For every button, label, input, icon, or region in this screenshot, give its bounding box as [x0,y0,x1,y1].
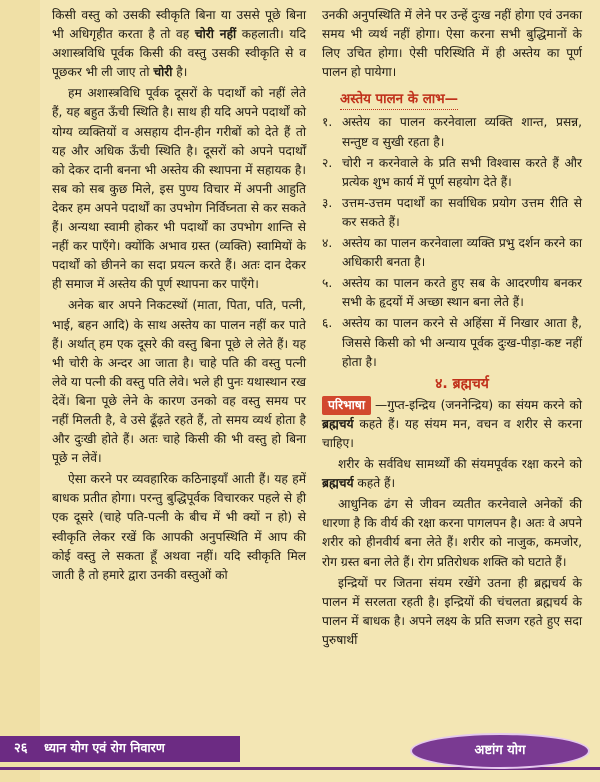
list-number: २. [322,155,333,170]
list-number: ५. [322,276,333,291]
list-item [322,314,582,371]
paragraph-text: कहलाती। यदि अशास्त्रविधि पूर्वक किसी की वस्तु उसकी स्वीकृति से व पूछकर भी ली जाए तो [52,27,307,80]
list-item [322,154,582,192]
bold-term: चोरी नहीं [194,27,237,42]
list-text: अस्तेय का पालन करनेवाला व्यक्ति प्रभु दर्शन करने का अधिकारी बनता है। [342,236,582,270]
margin-band [0,0,40,782]
list-item [322,234,582,272]
paragraph [322,455,582,493]
page-number: २६ [14,741,28,756]
section-heading: अस्तेय पालन के लाभ— [340,90,458,110]
right-column [322,6,582,652]
paragraph-text: है। [176,65,188,80]
left-column [52,6,306,587]
bold-term: ब्रह्मचर्य [322,476,354,491]
list-item [322,274,582,312]
paragraph-text: कहते हैं। [357,476,396,491]
list-item [322,194,582,232]
list-number: ४. [322,236,333,251]
paragraph [52,6,306,82]
list-number: ६. [322,316,333,331]
paragraph-text: किसी वस्तु को उसकी स्वीकृति बिना या उससे पूछे बिना भी अधिगृहीत करता है तो वह [52,8,306,42]
paragraph: उनकी अनुपस्थिति में लेने पर उन्हें दुःख नहीं होगा एवं उनका समय भी व्यर्थ नहीं होगा। ऐसा करना सभी बुद्धिमानों के लिए उचित होगा। ऐसी परिस्थिति में ही अस्तेय का पूर्ण पालन हो पायेगा। [322,8,582,80]
definition-paragraph [322,396,582,453]
book-title: ध्यान योग एवं रोग निवारण [44,740,165,755]
list-text: अस्तेय का पालन करने से अहिंसा में निखार आता है, जिससे किसी को भी अन्याय पूर्वक दुःख-पीड़ा-कष्ट नहीं होता है। [342,316,582,369]
paragraph-text: —गुप्त-इन्द्रिय (जननेन्द्रिय) का संयम करने को [375,397,582,412]
paragraph: हम अशास्त्रविधि पूर्वक दूसरों के पदार्थों को नहीं लेते हैं, यह बहुत ऊँची स्थिति है। साथ ही यदि अपने पदार्थों को योग्य व्यक्तियों व असहाय दीन-हीन गरीबों को देते हैं तो यह और अधिक ऊँची स्थिति है। दूसरों को अपने पदार्थों को देकर दानी बनना भी अस्तेय की स्थापना में सहायक है। सब को सब कुछ मिले, इस पुण्य विचार में अपनी आहुति देकर हम अपने पदार्थों का उपभोग निर्विघ्नता से कर सकते हैं। अन्यथा स्वामी होकर भी पदार्थों का उपभोग शान्ति से नहीं कर पाएँगे। क्योंकि अभाव ग्रस्त (व्यक्ति) स्वामियों के पदार्थों को छीनने का सदा प्रयत्न करते हैं। अतः दान देकर ही समाज में अस्तेय की पूर्ण स्थापना कर पाएँगे। [52,86,306,292]
list-item [322,113,582,151]
paragraph-text: कहते हैं। यह संयम मन, वचन व शरीर से करना चाहिए। [322,416,582,450]
paragraph: अनेक बार अपने निकटस्थों (माता, पिता, पति, पत्नी, भाई, बहन आदि) के साथ अस्तेय का पालन नहीं कर पाते हैं। अर्थात् हम एक दूसरे की वस्तु बिना पूछे ले लेते हैं। यह भी चोरी के अन्दर आ जाता है। चाहे पति की वस्तु पत्नी लेवे या पत्नी की वस्तु पति लेवे। भले ही पुनः यथास्थान रख देवें। बिना पूछे लेने के कारण उनको वह वस्तु समय पर नहीं मिलती है, वे उसे ढूँढ़ते रहते हैं, तो समय व्यर्थ होता है और दुःखी होते हैं। अतः चाहे किसी की भी वस्तु हो बिना पूछे न लेवें। [52,298,306,466]
paragraph: इन्द्रियों पर जितना संयम रखेंगे उतना ही ब्रह्मचर्य के पालन में सरलता रहती है। इन्द्रियों की चंचलता ब्रह्मचर्य के पालन में बाधक है। अपने लक्ष्य के प्रति सजग रहते हुए सदा पुरुषार्थी [322,575,582,647]
series-logo: अष्टांग योग [410,733,590,769]
paragraph: आधुनिक ढंग से जीवन व्यतीत करनेवाले अनेकों की धारणा है कि वीर्य की रक्षा करना पागलपन है। अतः वे अपने शरीर को हीनवीर्य बना लेते हैं। शरीर को नाजुक, कमजोर, रोग ग्रस्त बना लेते हैं। रोग प्रतिरोधक शक्ति को घटाते हैं। [322,497,582,569]
list-number: ३. [322,195,333,210]
definition-label: परिभाषा [322,396,371,415]
bold-term: ब्रह्मचर्य [322,416,354,431]
list-number: १. [322,115,333,130]
paragraph: ऐसा करने पर व्यवहारिक कठिनाइयाँ आती हैं। यह हमें बाधक प्रतीत होगा। परन्तु बुद्धिपूर्वक विचारकर पहले से ही एक दूसरे (चाहे पति-पत्नी के बीच में भी क्यों न हो) से स्वीकृति लेकर रखें कि आपकी अनुपस्थिति में आप की कोई वस्तु ले सकता हूँ अथवा नहीं। यदि स्वीकृति मिल जाती है तो हमारे द्वारा उनकी वस्तुओं को [52,472,306,582]
list-text: अस्तेय का पालन करनेवाला व्यक्ति शान्त, प्रसन्न, सन्तुष्ट व सुखी रहता है। [342,115,582,149]
list-text: उत्तम-उत्तम पदार्थों का सर्वाधिक प्रयोग उत्तम रीति से कर सकते हैं। [342,195,582,229]
paragraph-text: शरीर के सर्वविध सामर्थ्यों की संयमपूर्वक रक्षा करने को [338,457,582,472]
list-text: अस्तेय का पालन करते हुए सब के आदरणीय बनकर सभी के हृदयों में अच्छा स्थान बना लेते हैं। [342,276,582,310]
list-text: चोरी न करनेवाले के प्रति सभी विश्वास करते हैं और प्रत्येक शुभ कार्य में पूर्ण सहयोग देते हैं। [342,155,582,189]
benefits-list [322,113,582,371]
bold-term: चोरी [153,65,173,80]
subsection-title: ४. ब्रह्मचर्य [435,375,489,392]
